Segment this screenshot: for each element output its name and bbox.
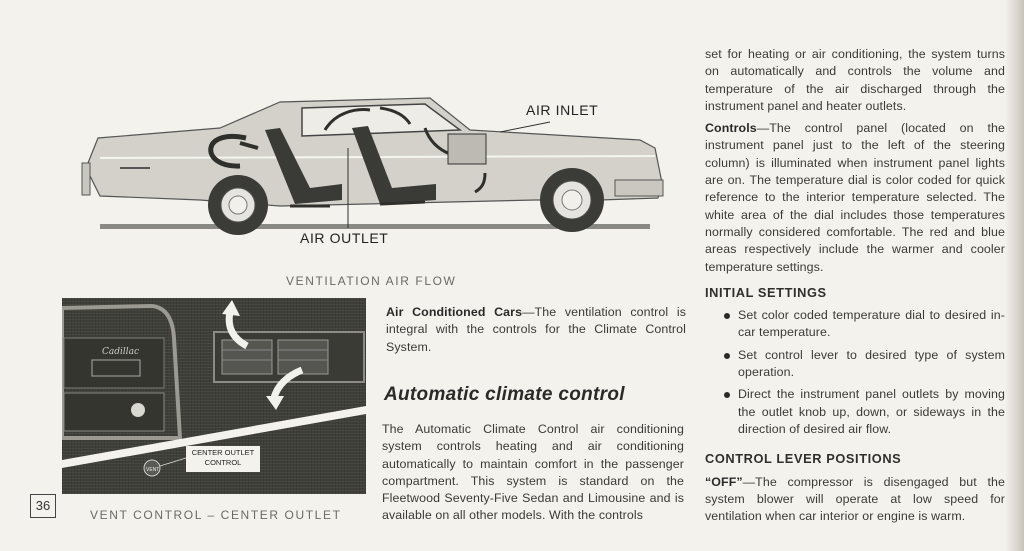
air-outlet-label: AIR OUTLET: [300, 230, 389, 246]
air-conditioned-paragraph: [386, 304, 686, 361]
right-column: [705, 46, 1005, 530]
list-item: Set color coded temperature dial to desired in-car temperature.: [723, 307, 1005, 342]
section-title: Automatic climate control: [384, 384, 625, 405]
off-text: —The compressor is disengaged but the system blower will operate at low speed for ventilation when car interior or engine is warm.: [705, 474, 1005, 524]
automatic-paragraph: The Automatic Climate Control air conditioning system controls heating and air conditioning automatically to maintain comfort in the passenger compartment. This system is standard on the Fleetwood Seventy-Five Sedan and Limousine and is available on all other models. With the controls: [382, 422, 684, 523]
cadillac-script: Cadillac: [102, 347, 140, 357]
air-conditioned-lead: Air Conditioned Cars: [386, 305, 523, 319]
initial-settings-list: [705, 307, 1005, 438]
control-lever-heading: CONTROL LEVER POSITIONS: [705, 451, 902, 467]
initial-settings-heading: INITIAL SETTINGS: [705, 284, 827, 300]
page-number: 36: [30, 494, 56, 518]
vent-knob-label: VENT: [146, 467, 160, 473]
air-inlet-label: AIR INLET: [526, 102, 599, 118]
center-outlet-control-callout: CENTER OUTLET CONTROL: [186, 446, 260, 472]
ventilation-air-flow-caption: VENTILATION AIR FLOW: [286, 274, 457, 288]
vent-control-caption: VENT CONTROL – CENTER OUTLET: [90, 508, 342, 522]
off-lead: “OFF”: [705, 474, 743, 489]
list-item: Direct the instrument panel outlets by moving the outlet knob up, down, or sideways in the direction of desired air flow.: [723, 386, 1005, 438]
list-item: Set control lever to desired type of system operation.: [723, 347, 1005, 382]
page-fold: [1006, 0, 1024, 551]
controls-text: —The control panel (located on the instrument panel just to the left of the steering column) is illuminated when instrument panel lights are on. The temperature dial is color coded for quick reference to the interior temperature selected. The white area of the dial includes those temperatures normally considered comfortable. The red and blue areas respectively include the warmer and cooler temperature settings.: [705, 121, 1005, 274]
continuation-paragraph: set for heating or air conditioning, the system turns on automatically and controls the volume and temperature of the air discharged through the instrument panel and heater outlets.: [705, 47, 1005, 113]
controls-lead: Controls: [705, 121, 757, 136]
air-conditioned-text: —The ventilation control is integral with the controls for the Climate Control System.: [386, 305, 686, 354]
